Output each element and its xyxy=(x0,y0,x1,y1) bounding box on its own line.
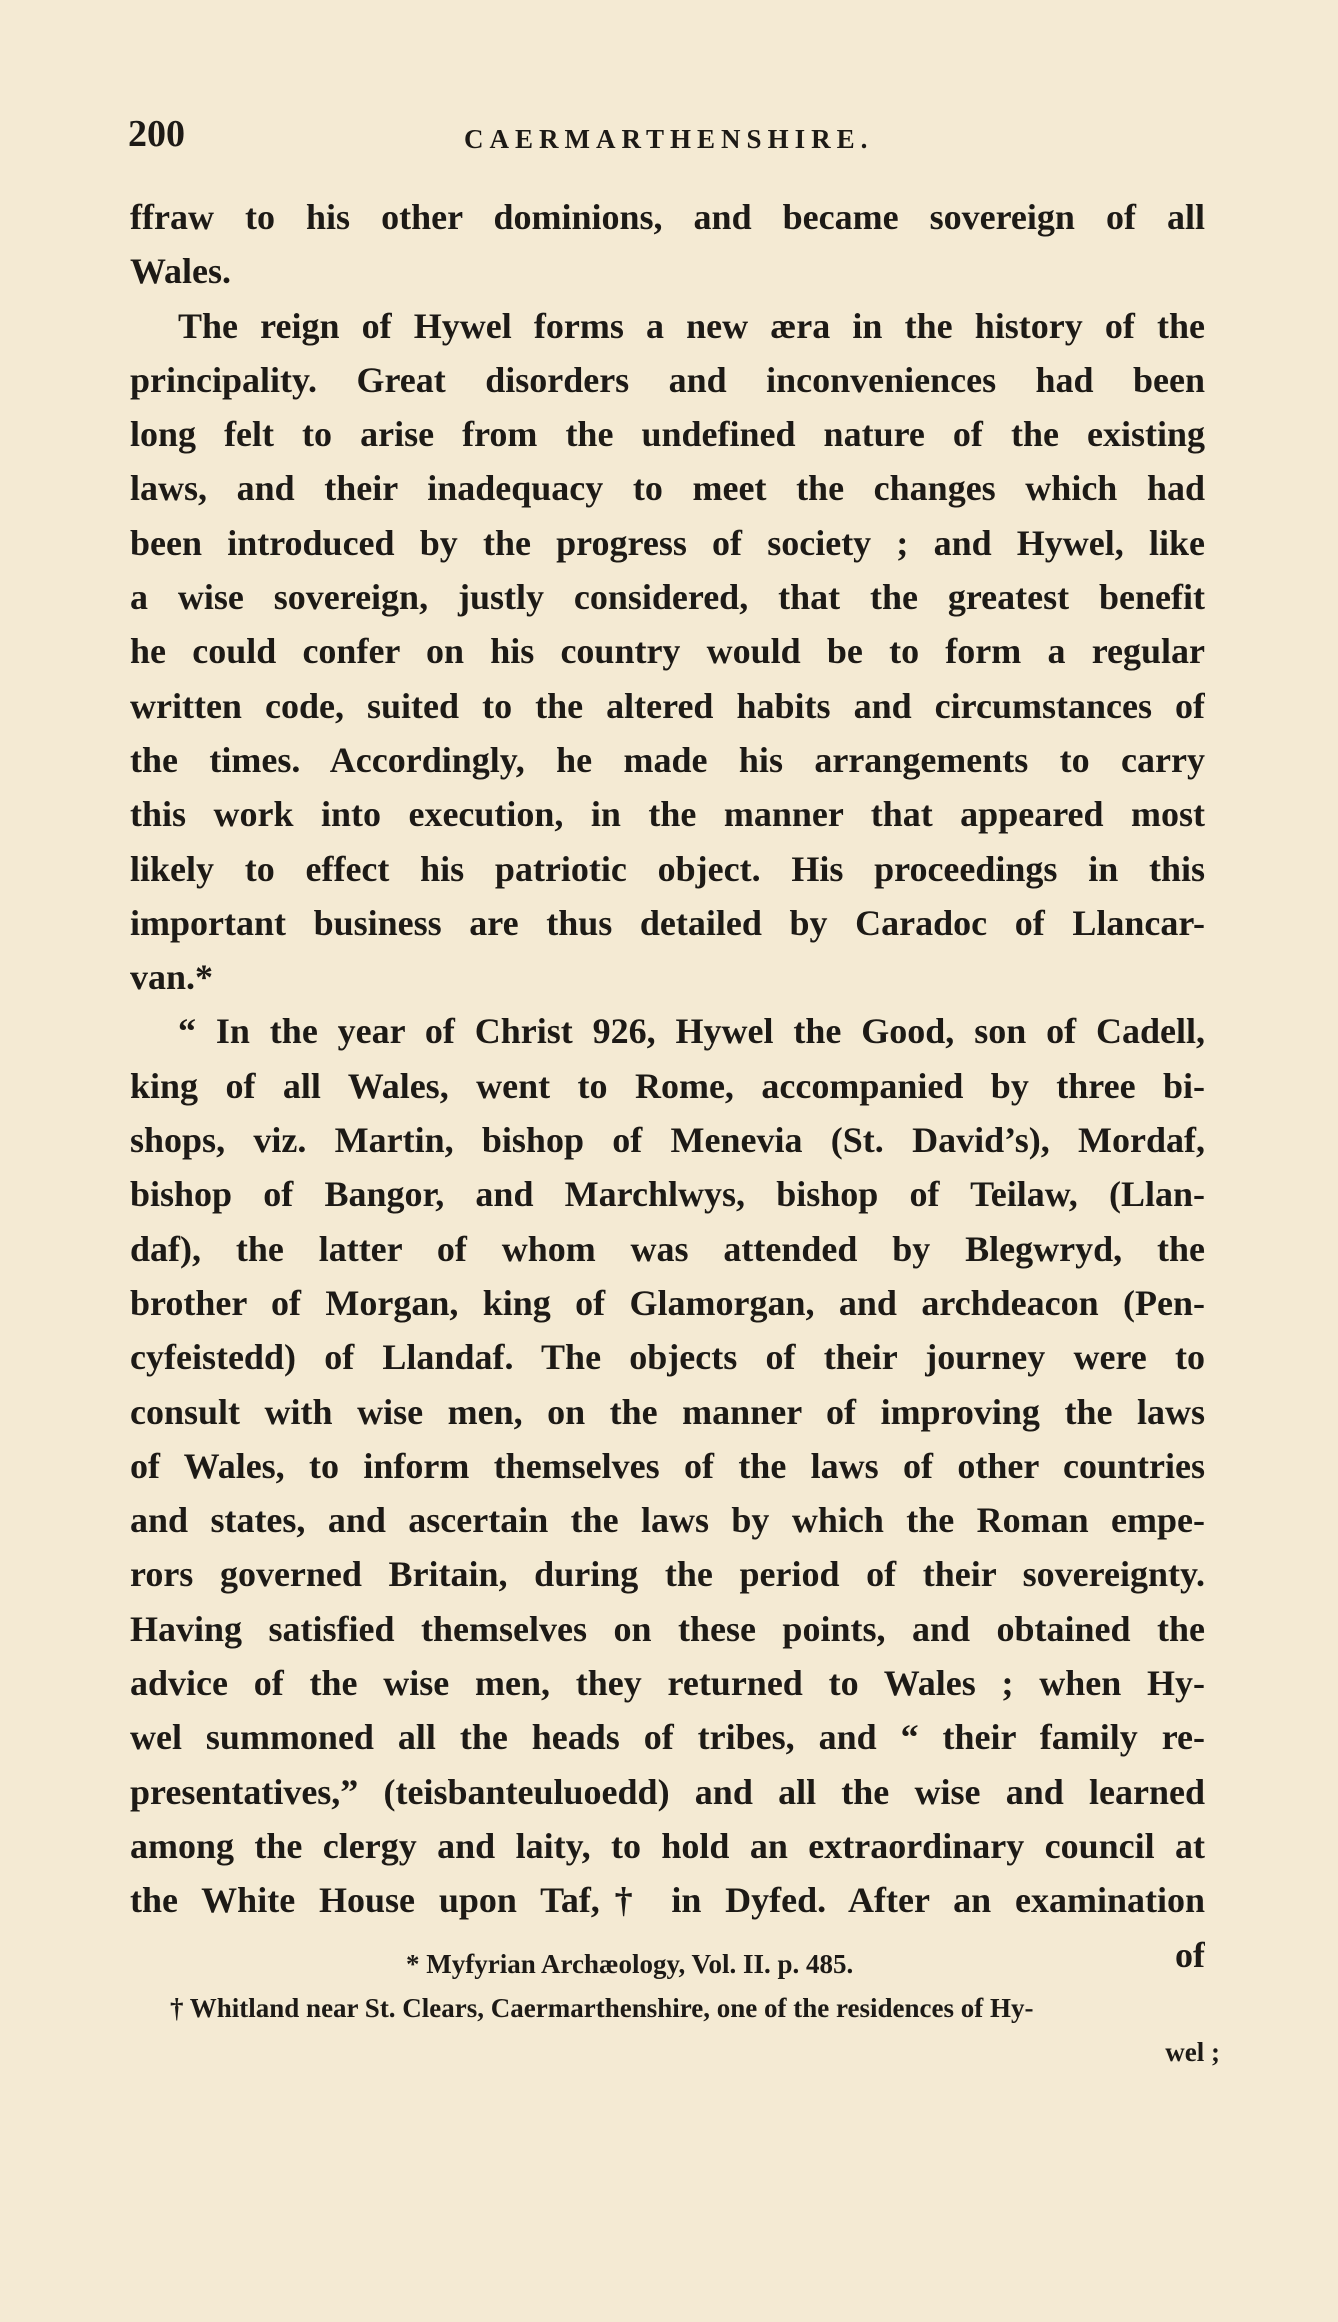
text-line: cyfeistedd) of Llandaf. The objects of their journey were to xyxy=(130,1337,1205,1378)
text-line: advice of the wise men, they returned to Wales ; when Hy- xyxy=(130,1663,1205,1704)
footnotes xyxy=(170,1942,1220,2074)
text-line: consult with wise men, on the manner of improving the laws xyxy=(130,1391,1205,1432)
text-line: The reign of Hywel forms a new æra in the history of the xyxy=(178,305,1205,346)
text-line: king of all Wales, went to Rome, accompanied by three bi- xyxy=(130,1065,1205,1106)
footnote-continuation: wel ; xyxy=(1165,2037,1220,2067)
text-line: been introduced by the progress of society ; and Hywel, like xyxy=(130,522,1205,563)
running-head: CAERMARTHENSHIRE. xyxy=(464,124,874,154)
text-line: Having satisfied themselves on these points, and obtained the xyxy=(130,1608,1205,1649)
text-line: Wales. xyxy=(130,251,232,292)
text-line: van.* xyxy=(130,957,214,998)
text-line: daf), the latter of whom was attended by Blegwryd, the xyxy=(130,1228,1205,1269)
text-line: written code, suited to the altered habits and circumstances of xyxy=(130,685,1205,726)
text-line: bishop of Bangor, and Marchlwys, bishop of Teilaw, (Llan- xyxy=(130,1174,1205,1215)
text-line: the White House upon Taf,† in Dyfed. After an examination xyxy=(130,1880,1205,1921)
catchword: of xyxy=(1175,1934,1205,1975)
text-line: ffraw to his other dominions, and became sovereign of all xyxy=(130,197,1205,237)
footnote: * Myfyrian Archæology, Vol. II. p. 485. xyxy=(406,1949,854,1979)
text-line: shops, viz. Martin, bishop of Menevia (St. David’s), Mordaf, xyxy=(130,1120,1205,1161)
text-line: a wise sovereign, justly considered, that the greatest benefit xyxy=(130,577,1205,618)
text-line: this work into execution, in the manner that appeared most xyxy=(130,794,1205,835)
text-line: and states, and ascertain the laws by which the Roman empe- xyxy=(130,1500,1205,1541)
body-text xyxy=(130,190,1205,1982)
text-line: brother of Morgan, king of Glamorgan, and archdeacon (Pen- xyxy=(130,1282,1205,1323)
text-line: of Wales, to inform themselves of the laws of other countries xyxy=(130,1445,1205,1486)
text-line: important business are thus detailed by Caradoc of Llancar- xyxy=(130,902,1205,943)
text-line: wel summoned all the heads of tribes, and “ their family re- xyxy=(130,1717,1205,1758)
text-line: the times. Accordingly, he made his arrangements to carry xyxy=(130,739,1205,780)
text-line: long felt to arise from the undefined nature of the existing xyxy=(130,414,1205,455)
text-line: rors governed Britain, during the period of their sovereignty. xyxy=(130,1554,1205,1595)
page-header xyxy=(128,112,1208,172)
page-number: 200 xyxy=(128,113,185,155)
text-line: laws, and their inadequacy to meet the changes which had xyxy=(130,468,1205,509)
text-line: he could confer on his country would be to form a regular xyxy=(130,631,1205,672)
footnote: † Whitland near St. Clears, Caermarthenshire, one of the residences of Hy- xyxy=(170,1993,1034,2023)
text-line: likely to effect his patriotic object. His proceedings in this xyxy=(130,848,1205,889)
text-line: presentatives,” (teisbanteuluoedd) and all the wise and learned xyxy=(130,1771,1205,1812)
text-line: “ In the year of Christ 926, Hywel the Good, son of Cadell, xyxy=(178,1011,1205,1052)
text-line: among the clergy and laity, to hold an extraordinary council at xyxy=(130,1825,1205,1866)
text-line: principality. Great disorders and inconveniences had been xyxy=(130,359,1205,400)
